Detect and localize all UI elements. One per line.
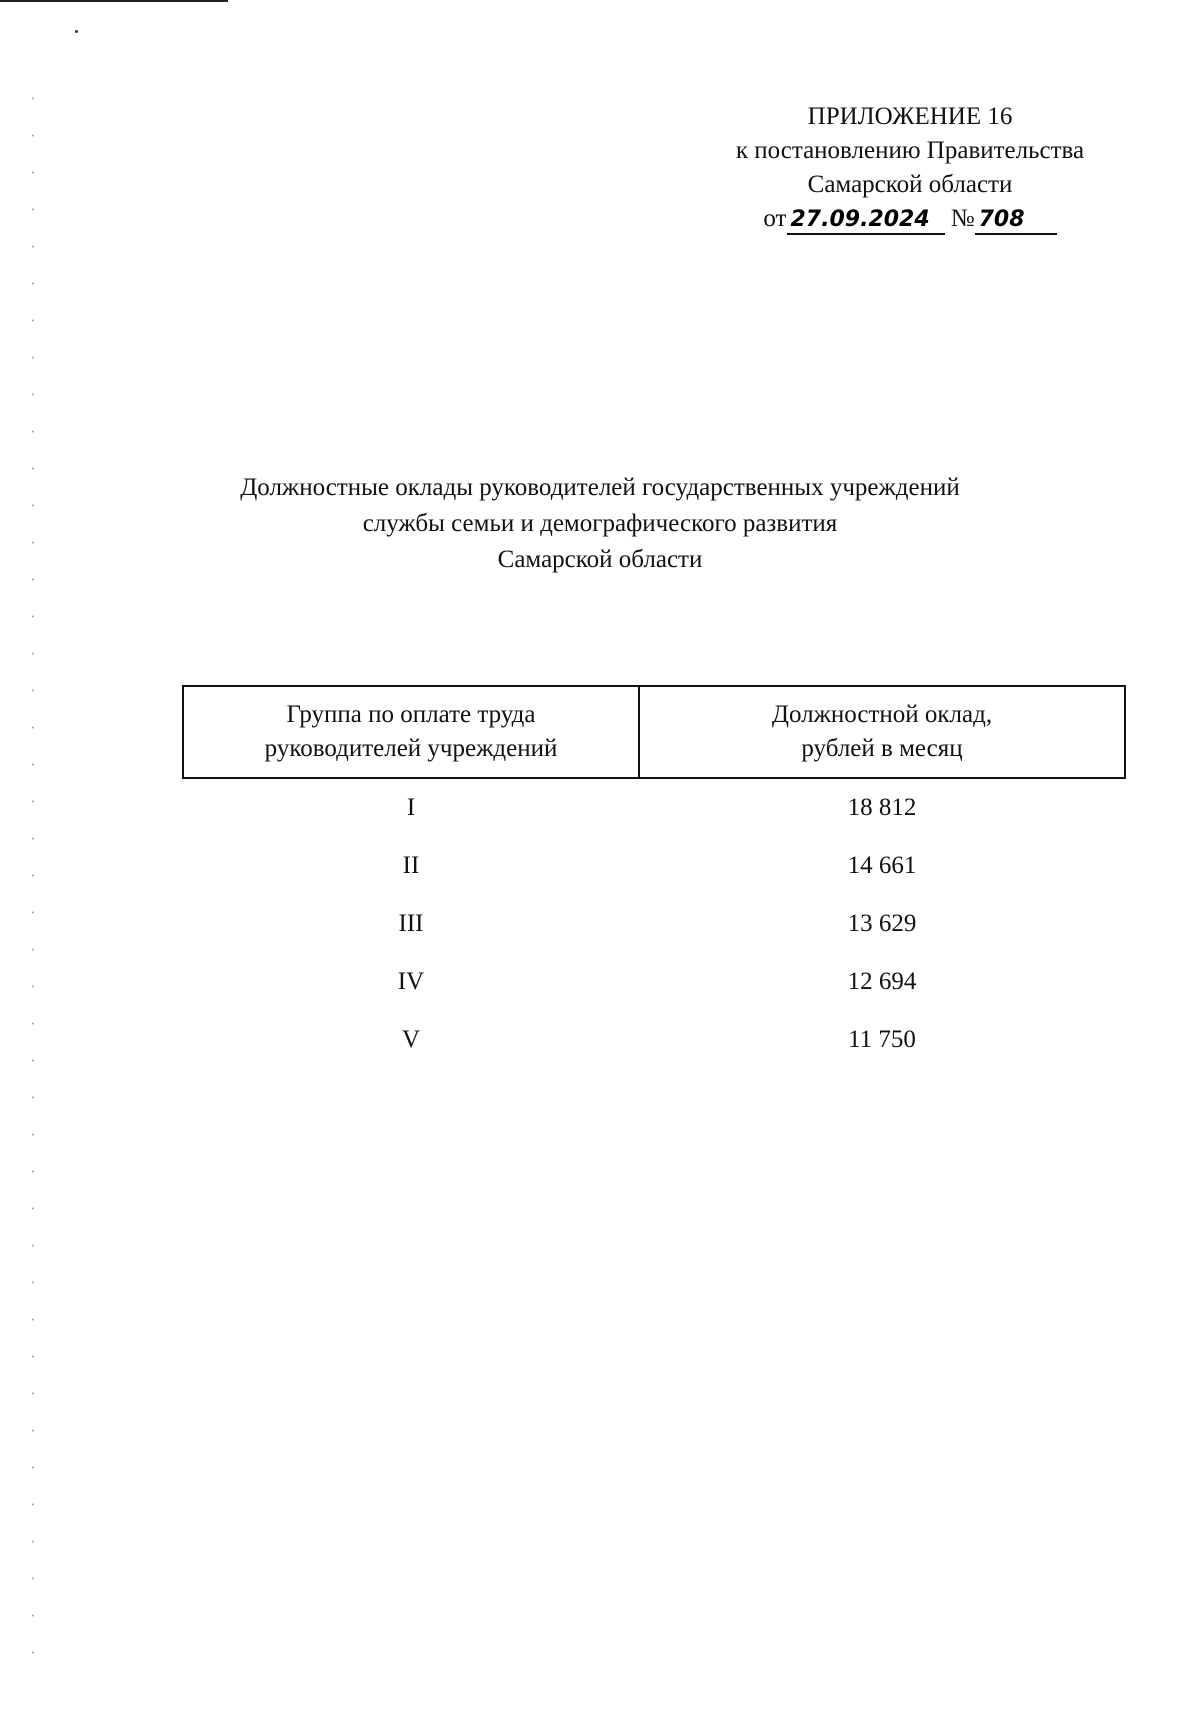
group-cell: III	[398, 910, 424, 937]
table-row	[183, 778, 1125, 837]
handwritten-date: 27.09.2024	[787, 207, 945, 235]
table-row	[183, 895, 1125, 953]
annex-region: Самарской области	[807, 171, 1013, 198]
header-text: Должностной оклад,	[771, 701, 993, 728]
header-text: Группа по оплате труда	[286, 701, 536, 728]
annex-reference: к постановлению Правительства	[735, 137, 1085, 164]
date-prefix: от	[763, 205, 787, 232]
salary-cell: 14 661	[847, 852, 917, 879]
document-title-line: Самарской области	[497, 546, 703, 573]
handwritten-number: 708	[975, 207, 1057, 235]
number-sign: №	[950, 205, 975, 232]
group-cell: IV	[397, 968, 425, 995]
document-title-line: Должностные оклады руководителей государственных учреждений	[240, 474, 960, 501]
table-header-row	[183, 686, 1125, 778]
column-header-salary	[639, 686, 1125, 778]
scan-speck	[75, 30, 78, 33]
table-row	[183, 953, 1125, 1011]
salary-cell: 11 750	[848, 1026, 916, 1053]
table-row	[183, 1011, 1125, 1069]
salary-table	[182, 685, 1126, 1069]
table-row	[183, 837, 1125, 895]
group-cell: II	[402, 852, 420, 879]
salary-cell: 12 694	[847, 968, 917, 995]
group-cell: I	[406, 794, 416, 821]
scan-edge-dots	[28, 80, 42, 1680]
scan-edge-line	[0, 0, 228, 2]
annex-title: ПРИЛОЖЕНИЕ 16	[807, 103, 1013, 130]
document-title	[140, 470, 1060, 578]
document-title-line: службы семьи и демографического развития	[362, 510, 838, 537]
salary-cell: 13 629	[847, 910, 917, 937]
group-cell: V	[401, 1026, 421, 1053]
header-text: руководителей учреждений	[264, 735, 558, 762]
annex-date-line	[700, 202, 1120, 236]
column-header-group	[183, 686, 639, 778]
header-text: рублей в месяц	[801, 735, 963, 762]
salary-cell: 18 812	[847, 794, 917, 821]
